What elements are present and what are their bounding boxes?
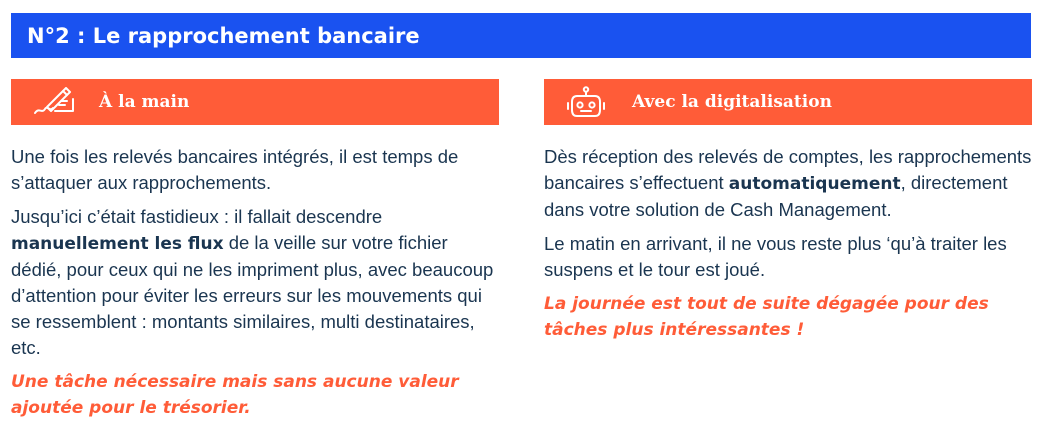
digital-paragraph-2: Le matin en arrivant, il ne vous reste plus ‘qu’à traiter les suspens et le tour est joué. bbox=[544, 233, 1007, 280]
page-title: N°2 : Le rapprochement bancaire bbox=[11, 13, 1031, 58]
digital-conclusion: La journée est tout de suite dégagée pour des tâches plus intéressantes ! bbox=[544, 294, 989, 340]
digital-header-label: Avec la digitalisation bbox=[632, 92, 832, 112]
manual-column bbox=[11, 79, 499, 429]
digital-paragraph-1-end: , directement dans votre solution de Cash Management. bbox=[544, 172, 1008, 220]
manual-paragraph-2-end: de la veille sur votre fichier dédié, pour ceux qui ne les impriment plus, avec beaucoup d’attention pour éviter les erreurs sur les mouvements qui se ressemblent : montants similaires, multi destinataires, etc. bbox=[11, 232, 494, 358]
hand-writing-icon bbox=[33, 85, 75, 119]
manual-paragraph-2-bold: manuellement les flux bbox=[11, 234, 224, 254]
manual-paragraph-1: Une fois les relevés bancaires intégrés, il est temps de s’attaquer aux rapprochements. bbox=[11, 146, 459, 193]
digital-paragraph-1-bold: automatiquement bbox=[728, 174, 901, 194]
robot-icon bbox=[566, 85, 608, 119]
digital-header bbox=[544, 79, 1032, 125]
digital-body bbox=[544, 125, 1032, 343]
manual-header-label: À la main bbox=[99, 92, 190, 112]
manual-paragraph-2 bbox=[11, 204, 499, 361]
digital-paragraph-1 bbox=[544, 144, 1032, 223]
digital-paragraph-1-start: Dès réception des relevés de comptes, les rapprochements bancaires s’effectuent bbox=[544, 146, 1032, 193]
manual-paragraph-2-start: Jusqu’ici c’était fastidieux : il fallait descendre bbox=[11, 206, 383, 227]
manual-conclusion: Une tâche nécessaire mais sans aucune valeur ajoutée pour le trésorier. bbox=[11, 372, 459, 418]
digital-column bbox=[544, 79, 1032, 351]
manual-body bbox=[11, 125, 499, 421]
manual-header bbox=[11, 79, 499, 125]
